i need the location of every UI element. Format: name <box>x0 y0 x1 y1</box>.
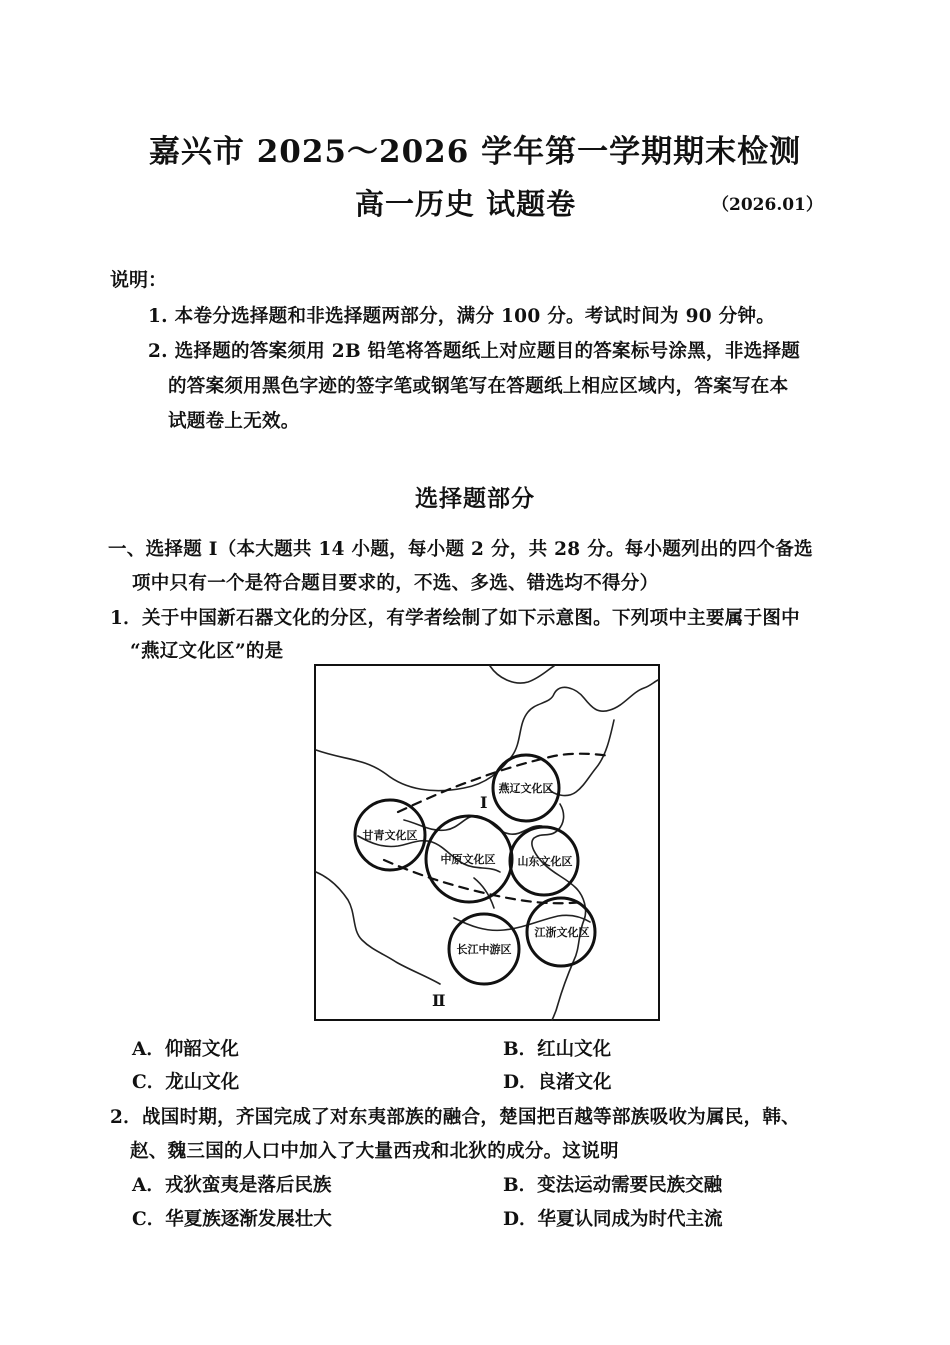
exam-date: （2026.01） <box>712 195 823 215</box>
map-zone-2: Ⅱ <box>432 991 446 1010</box>
map-region-ganqing: 甘青文化区 <box>362 829 418 842</box>
q1-option-d: D．良渚文化 <box>503 1072 612 1093</box>
q1-option-a: A．仰韶文化 <box>132 1039 239 1060</box>
question-2-stem-cont: 赵、魏三国的人口中加入了大量西戎和北狄的成分。这说明 <box>130 1141 619 1162</box>
note-item-2: 2. 选择题的答案须用 2B 铅笔将答题纸上对应题目的答案标号涂黑，非选择题 <box>148 341 801 362</box>
note-item-2-cont: 的答案须用黑色字迹的签字笔或钢笔写在答题纸上相应区域内，答案写在本 <box>168 376 789 397</box>
section-title: 选择题部分 <box>415 485 535 512</box>
note-item-2-end: 试题卷上无效。 <box>168 411 300 432</box>
q2-option-c: C．华夏族逐渐发展壮大 <box>132 1209 332 1230</box>
map-zone-1: Ⅰ <box>480 793 488 812</box>
map-region-changjiang: 长江中游区 <box>456 943 512 956</box>
map-region-shandong: 山东文化区 <box>517 855 573 868</box>
q1-option-b: B．红山文化 <box>503 1039 612 1060</box>
q2-option-a: A．戎狄蛮夷是落后民族 <box>132 1175 332 1196</box>
map-region-jiangzhe: 江浙文化区 <box>534 926 590 939</box>
part-heading-cont: 项中只有一个是符合题目要求的，不选、多选、错选均不得分） <box>132 573 659 594</box>
question-1-stem-cont: “燕辽文化区”的是 <box>130 641 284 662</box>
neolithic-culture-map <box>314 664 660 1021</box>
note-item-1: 1. 本卷分选择题和非选择题两部分，满分 100 分。考试时间为 90 分钟。 <box>148 306 776 327</box>
question-1-stem: 1．关于中国新石器文化的分区，有学者绘制了如下示意图。下列项中主要属于图中 <box>110 608 800 629</box>
exam-title: 嘉兴市 2025～2026 学年第一学期期末检测 <box>148 134 802 170</box>
map-region-zhongyuan: 中原文化区 <box>440 853 496 866</box>
exam-subtitle: 高一历史 试题卷 <box>355 187 577 221</box>
q2-option-b: B．变法运动需要民族交融 <box>503 1175 723 1196</box>
q2-option-d: D．华夏认同成为时代主流 <box>503 1209 723 1230</box>
q1-option-c: C．龙山文化 <box>132 1072 240 1093</box>
question-2-stem: 2．战国时期，齐国完成了对东夷部族的融合，楚国把百越等部族吸收为属民，韩、 <box>110 1107 800 1128</box>
part-heading: 一、选择题 Ⅰ（本大题共 14 小题，每小题 2 分，共 28 分。每小题列出的四个备选 <box>108 539 813 560</box>
notes-label: 说明： <box>110 269 168 291</box>
map-region-yanliao: 燕辽文化区 <box>498 782 554 795</box>
